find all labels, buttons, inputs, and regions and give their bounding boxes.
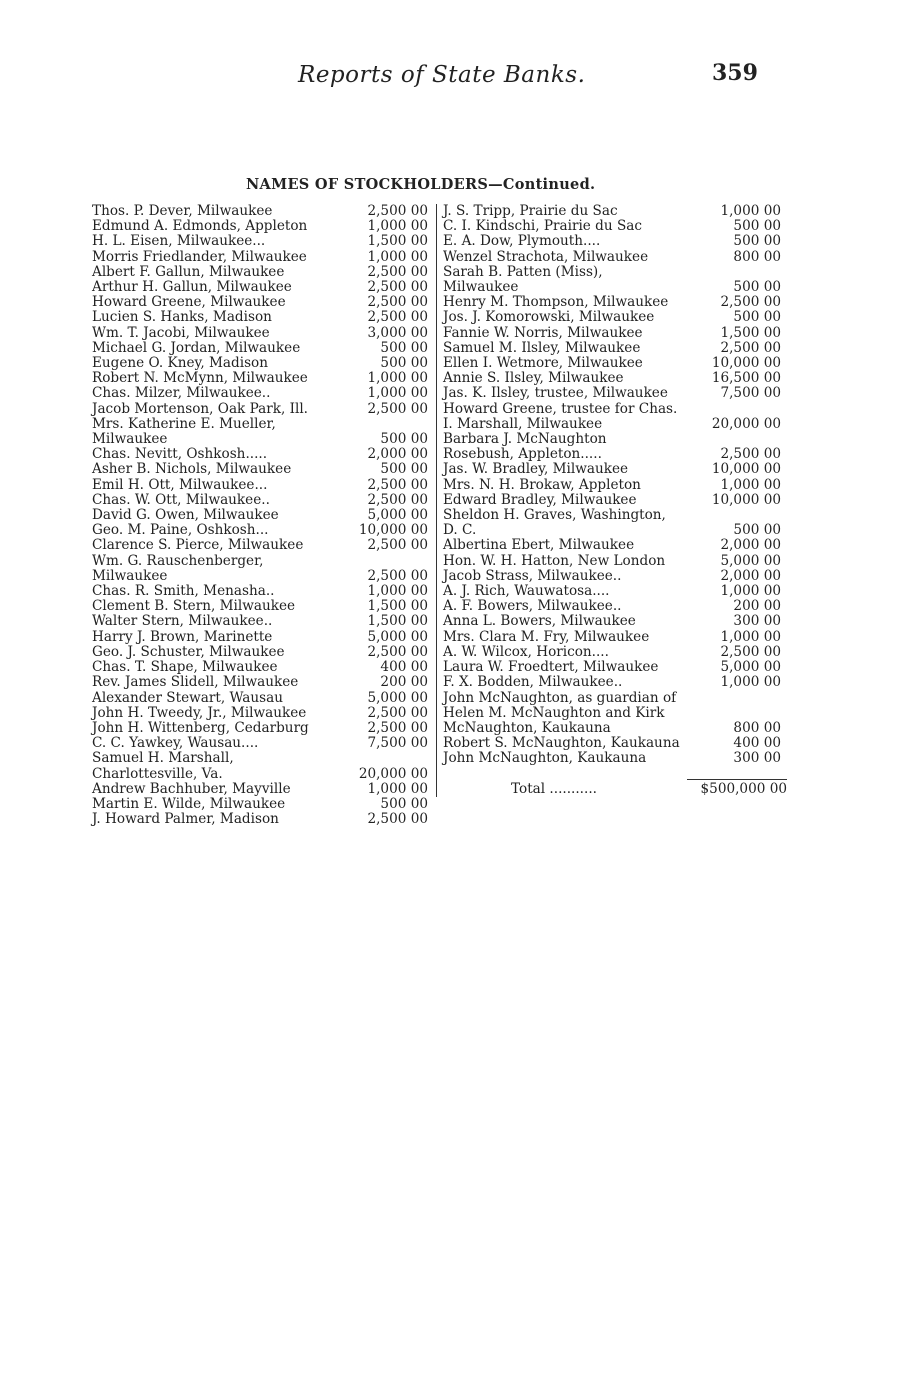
stockholder-name: Henry M. Thompson, Milwaukee	[443, 294, 669, 311]
list-item	[437, 250, 787, 265]
stock-amount: 20,000 00	[711, 415, 781, 432]
stock-amount: 300 00	[733, 750, 781, 767]
stockholder-name: Chas. T. Shape, Milwaukee	[92, 659, 278, 676]
stockholder-name: E. A. Dow, Plymouth....	[443, 233, 601, 250]
stockholder-name: Lucien S. Hanks, Madison	[92, 309, 272, 326]
list-item	[437, 310, 787, 325]
list-item	[92, 204, 436, 219]
stock-amount: 1,000 00	[367, 248, 428, 265]
stockholder-name: John McNaughton, as guardian of Helen M. McNaughton and Kirk McNaughton, Kaukauna	[443, 689, 677, 736]
stock-amount: 2,500 00	[367, 203, 428, 219]
stockholder-name: Hon. W. H. Hatton, New London	[443, 552, 666, 569]
stock-amount: 2,500 00	[720, 643, 781, 660]
stockholder-name: Michael G. Jordan, Milwaukee	[92, 339, 301, 356]
stockholder-name: Wm. T. Jacobi, Milwaukee	[92, 324, 270, 341]
stock-amount: 5,000 00	[720, 552, 781, 569]
stock-amount: 2,000 00	[720, 537, 781, 554]
stock-amount: 2,500 00	[367, 491, 428, 508]
stockholder-name: Jas. W. Bradley, Milwaukee	[443, 461, 629, 478]
list-item	[92, 356, 436, 371]
stockholder-name: John H. Tweedy, Jr., Milwaukee	[92, 704, 307, 721]
stockholder-name: Chas. R. Smith, Menasha..	[92, 583, 275, 600]
list-item	[437, 462, 787, 477]
list-item	[92, 447, 436, 462]
running-head: Reports of State Banks.	[298, 62, 586, 88]
stockholder-name: Emil H. Ott, Milwaukee...	[92, 476, 268, 493]
list-item	[437, 356, 787, 371]
list-item	[92, 523, 436, 538]
stock-amount: 2,500 00	[720, 446, 781, 463]
stock-amount: 2,500 00	[367, 643, 428, 660]
list-item	[92, 751, 436, 781]
list-item	[437, 751, 787, 766]
stock-amount: 500 00	[380, 355, 428, 372]
stock-amount: 7,500 00	[367, 735, 428, 752]
stock-amount: 1,000 00	[720, 203, 781, 219]
stockholder-name: Alexander Stewart, Wausau	[92, 689, 283, 706]
stockholder-name: Andrew Bachhuber, Mayville	[92, 780, 291, 797]
stockholder-name: Harry J. Brown, Marinette	[92, 628, 273, 645]
stock-amount: 5,000 00	[720, 659, 781, 676]
stockholder-name: Mrs. Katherine E. Mueller, Milwaukee	[92, 415, 276, 448]
stock-amount: 500 00	[733, 309, 781, 326]
list-item	[92, 630, 436, 645]
stock-amount: 1,500 00	[367, 233, 428, 250]
stockholder-name: Barbara J. McNaughton Rosebush, Appleton.....	[443, 431, 607, 463]
stock-amount: 1,000 00	[367, 218, 428, 235]
stock-amount: 300 00	[733, 613, 781, 630]
list-item	[92, 584, 436, 599]
stockholder-name: Chas. Milzer, Milwaukee..	[92, 385, 271, 402]
stock-amount: 1,000 00	[720, 583, 781, 600]
stockholder-name: David G. Owen, Milwaukee	[92, 507, 279, 524]
stockholder-name: Eugene O. Kney, Madison	[92, 355, 268, 372]
stock-amount: 16,500 00	[711, 370, 781, 387]
list-item	[92, 614, 436, 629]
stock-amount: 1,500 00	[367, 598, 428, 615]
list-item	[92, 462, 436, 477]
stockholder-name: C. I. Kindschi, Prairie du Sac	[443, 218, 642, 235]
stock-amount: 2,500 00	[367, 294, 428, 311]
list-item	[92, 782, 436, 797]
stockholder-name: Jacob Mortenson, Oak Park, Ill.	[92, 400, 309, 417]
stockholder-name: John McNaughton, Kaukauna	[443, 750, 647, 767]
list-item	[437, 599, 787, 614]
stock-amount: 500 00	[380, 339, 428, 356]
stockholder-name: Albert F. Gallun, Milwaukee	[92, 263, 285, 280]
list-item	[437, 645, 787, 660]
stock-amount: 2,500 00	[367, 719, 428, 736]
stockholders-right-column	[436, 204, 787, 797]
stock-amount: 2,000 00	[367, 446, 428, 463]
list-item	[92, 660, 436, 675]
stockholder-name: Jas. K. Ilsley, trustee, Milwaukee	[443, 385, 668, 402]
stock-amount: 500 00	[733, 522, 781, 539]
total-row	[437, 779, 787, 797]
list-item	[92, 280, 436, 295]
stockholder-name: Albertina Ebert, Milwaukee	[443, 537, 635, 554]
stock-amount: 1,000 00	[720, 674, 781, 691]
list-item	[92, 250, 436, 265]
list-item	[92, 675, 436, 690]
list-item	[437, 630, 787, 645]
list-item	[437, 371, 787, 386]
list-item	[437, 584, 787, 599]
stock-amount: 800 00	[733, 248, 781, 265]
stock-amount: 800 00	[733, 719, 781, 736]
stock-amount: 400 00	[733, 735, 781, 752]
stockholder-name: Laura W. Froedtert, Milwaukee	[443, 659, 659, 676]
stockholder-name: A. F. Bowers, Milwaukee..	[443, 598, 622, 615]
list-item	[437, 660, 787, 675]
stock-amount: 2,500 00	[367, 567, 428, 584]
stockholder-name: A. J. Rich, Wauwatosa....	[443, 583, 610, 600]
list-item	[437, 204, 787, 219]
stock-amount: 7,500 00	[720, 385, 781, 402]
list-item	[92, 402, 436, 417]
stockholder-name: Chas. Nevitt, Oshkosh.....	[92, 446, 268, 463]
list-item	[437, 736, 787, 751]
stock-amount: 1,000 00	[367, 385, 428, 402]
list-item	[92, 736, 436, 751]
stock-amount: 2,500 00	[367, 279, 428, 296]
stockholder-name: Jos. J. Komorowski, Milwaukee	[443, 309, 655, 326]
stockholder-name: Samuel H. Marshall, Charlottesville, Va.	[92, 750, 234, 782]
list-item	[437, 493, 787, 508]
list-item	[92, 265, 436, 280]
stock-amount: 5,000 00	[367, 507, 428, 524]
stock-amount: 500 00	[733, 233, 781, 250]
stockholder-name: Jacob Strass, Milwaukee..	[443, 567, 622, 584]
stockholder-name: Samuel M. Ilsley, Milwaukee	[443, 339, 641, 356]
stock-amount: 1,500 00	[367, 613, 428, 630]
stockholder-name: Anna L. Bowers, Milwaukee	[443, 613, 636, 630]
stock-amount: 5,000 00	[367, 628, 428, 645]
stock-amount: 2,500 00	[367, 537, 428, 554]
list-item	[92, 234, 436, 249]
stockholder-name: Edmund A. Edmonds, Appleton	[92, 218, 308, 235]
stockholder-name: Edward Bradley, Milwaukee	[443, 491, 637, 508]
stock-amount: 200 00	[733, 598, 781, 615]
stockholder-name: Geo. M. Paine, Oshkosh...	[92, 522, 269, 539]
list-item	[92, 508, 436, 523]
stockholder-name: Clarence S. Pierce, Milwaukee	[92, 537, 304, 554]
stock-amount: 500 00	[733, 279, 781, 296]
stock-amount: 500 00	[380, 431, 428, 448]
list-item	[92, 341, 436, 356]
stock-amount: 400 00	[380, 659, 428, 676]
list-item	[437, 234, 787, 249]
stock-amount: 10,000 00	[711, 491, 781, 508]
stockholder-name: Arthur H. Gallun, Milwaukee	[92, 279, 292, 296]
stockholder-name: Martin E. Wilde, Milwaukee	[92, 795, 286, 812]
list-item	[92, 599, 436, 614]
list-item	[437, 675, 787, 690]
list-item	[92, 493, 436, 508]
list-item	[92, 554, 436, 584]
list-item	[437, 478, 787, 493]
list-item	[437, 508, 787, 538]
stock-amount: 1,000 00	[720, 628, 781, 645]
list-item	[92, 538, 436, 553]
stockholder-name: Wenzel Strachota, Milwaukee	[443, 248, 649, 265]
list-item	[92, 326, 436, 341]
stock-amount: 20,000 00	[358, 765, 428, 782]
stockholder-name: Mrs. Clara M. Fry, Milwaukee	[443, 628, 650, 645]
list-item	[92, 386, 436, 401]
stockholder-name: J. Howard Palmer, Madison	[92, 811, 279, 828]
list-item	[437, 326, 787, 341]
stockholder-name: Fannie W. Norris, Milwaukee	[443, 324, 643, 341]
list-item	[92, 721, 436, 736]
list-item	[437, 691, 787, 737]
list-item	[92, 691, 436, 706]
stockholder-name: Mrs. N. H. Brokaw, Appleton	[443, 476, 641, 493]
stock-amount: 1,000 00	[367, 370, 428, 387]
stockholder-name: Robert S. McNaughton, Kaukauna	[443, 735, 680, 752]
stockholders-left-column	[92, 204, 436, 827]
list-item	[92, 371, 436, 386]
stockholder-name: H. L. Eisen, Milwaukee...	[92, 233, 266, 250]
list-item	[92, 797, 436, 812]
stock-amount: 2,500 00	[367, 476, 428, 493]
stock-amount: 1,000 00	[720, 476, 781, 493]
stock-amount: 2,500 00	[367, 811, 428, 828]
stock-amount: 1,000 00	[367, 583, 428, 600]
stockholder-name: J. S. Tripp, Prairie du Sac	[443, 203, 618, 219]
list-item	[92, 706, 436, 721]
stock-amount: 2,500 00	[367, 400, 428, 417]
list-item	[437, 402, 787, 432]
list-item	[92, 219, 436, 234]
stockholder-name: Morris Friedlander, Milwaukee	[92, 248, 307, 265]
stockholder-name: Ellen I. Wetmore, Milwaukee	[443, 355, 643, 372]
stockholder-name: Howard Greene, Milwaukee	[92, 294, 286, 311]
list-item	[92, 310, 436, 325]
stockholder-name: Chas. W. Ott, Milwaukee..	[92, 491, 270, 508]
stockholder-name: Wm. G. Rauschenberger, Milwaukee	[92, 552, 264, 584]
list-item	[437, 386, 787, 401]
page-number: 359	[712, 60, 758, 86]
stockholder-name: Clement B. Stern, Milwaukee	[92, 598, 296, 615]
list-item	[437, 219, 787, 234]
section-title: NAMES OF STOCKHOLDERS—Continued.	[246, 176, 596, 193]
stock-amount: 2,500 00	[367, 309, 428, 326]
list-item	[92, 478, 436, 493]
stockholder-name: C. C. Yawkey, Wausau....	[92, 735, 259, 752]
list-item	[92, 295, 436, 310]
list-item	[92, 417, 436, 447]
total-amount: $500,000 00	[687, 779, 787, 797]
stock-amount: 3,000 00	[367, 324, 428, 341]
stockholder-name: Walter Stern, Milwaukee..	[92, 613, 273, 630]
list-item	[437, 265, 787, 295]
stock-amount: 10,000 00	[358, 522, 428, 539]
list-item	[437, 295, 787, 310]
stock-amount: 2,500 00	[720, 294, 781, 311]
stock-amount: 1,500 00	[720, 324, 781, 341]
stockholder-name: Robert N. McMynn, Milwaukee	[92, 370, 308, 387]
stockholder-name: Asher B. Nichols, Milwaukee	[92, 461, 292, 478]
stock-amount: 2,500 00	[367, 704, 428, 721]
stock-amount: 500 00	[733, 218, 781, 235]
list-item	[437, 569, 787, 584]
stock-amount: 5,000 00	[367, 689, 428, 706]
list-item	[437, 432, 787, 462]
stockholder-name: F. X. Bodden, Milwaukee..	[443, 674, 623, 691]
list-item	[92, 645, 436, 660]
stock-amount: 2,500 00	[367, 263, 428, 280]
stock-amount: 10,000 00	[711, 461, 781, 478]
stock-amount: 200 00	[380, 674, 428, 691]
stockholder-name: John H. Wittenberg, Cedarburg	[92, 719, 309, 736]
stock-amount: 10,000 00	[711, 355, 781, 372]
stockholder-name: Rev. James Slidell, Milwaukee	[92, 674, 299, 691]
stock-amount: 2,500 00	[720, 339, 781, 356]
stock-amount: 1,000 00	[367, 780, 428, 797]
stockholder-name: Geo. J. Schuster, Milwaukee	[92, 643, 285, 660]
list-item	[437, 341, 787, 356]
list-item	[437, 554, 787, 569]
list-item	[437, 538, 787, 553]
stockholder-name: Thos. P. Dever, Milwaukee	[92, 203, 273, 219]
stockholder-name: Sarah B. Patten (Miss), Milwaukee	[443, 263, 603, 296]
list-item	[92, 812, 436, 827]
stock-amount: 500 00	[380, 461, 428, 478]
stockholder-name: Sheldon H. Graves, Washington, D. C.	[443, 507, 666, 539]
stockholder-name: Howard Greene, trustee for Chas. I. Marshall, Milwaukee	[443, 400, 678, 432]
stock-amount: 2,000 00	[720, 567, 781, 584]
list-item	[437, 614, 787, 629]
stockholder-name: A. W. Wilcox, Horicon....	[443, 643, 609, 660]
stockholder-name: Annie S. Ilsley, Milwaukee	[443, 370, 624, 387]
stock-amount: 500 00	[380, 795, 428, 812]
total-label: Total ...........	[511, 780, 597, 797]
